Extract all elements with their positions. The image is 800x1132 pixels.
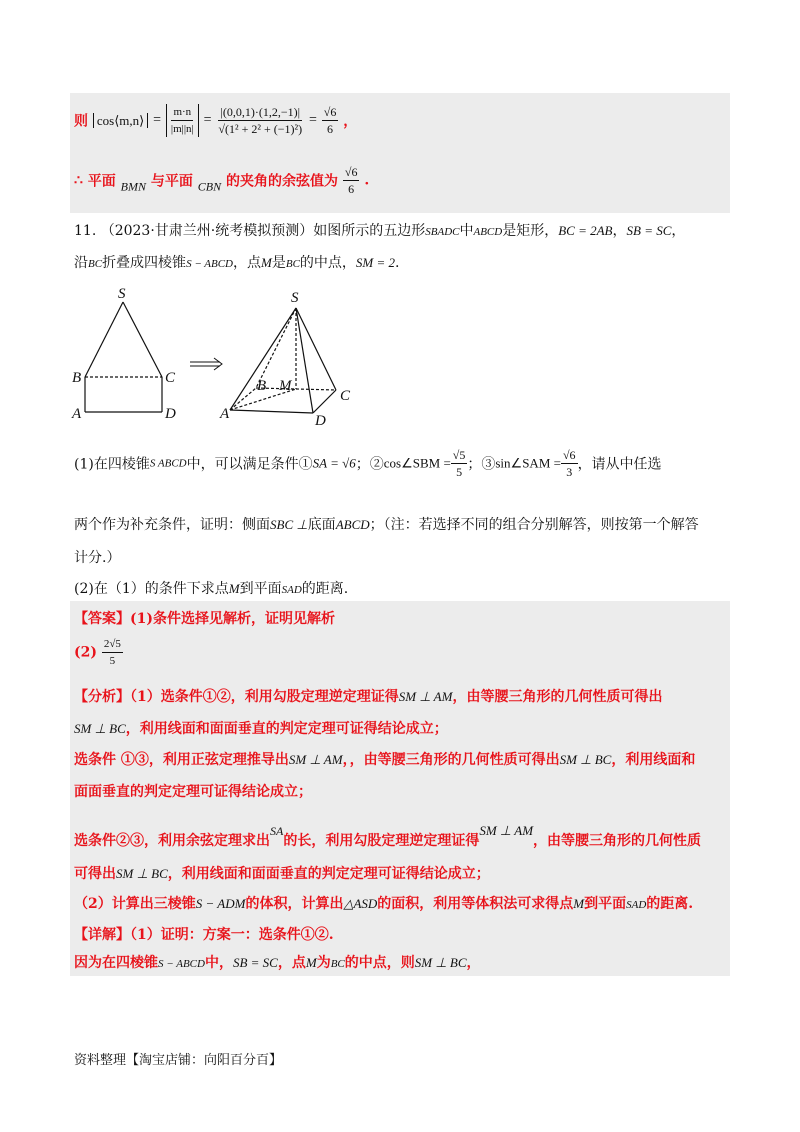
detail-l2-c: ，点 <box>277 955 306 971</box>
detail-l2-f: ， <box>466 955 481 971</box>
pentagon-edge-sc <box>123 302 162 377</box>
analysis-l7-c: 的面积，利用等体积法可求得点 <box>377 896 574 912</box>
formula-comma: ， <box>343 113 358 130</box>
conclusion-t3: 的夹角的余弦值为 <box>225 173 338 190</box>
analysis-l5-a: 选条件②③，利用余弦定理求出 <box>74 833 270 849</box>
q1-cond-3-frac <box>561 447 578 480</box>
analysis-l7-math-3: M <box>573 896 585 911</box>
problem-pentagon: SBADC <box>425 226 460 238</box>
q1-intro: (1)在四棱锥 <box>74 456 150 473</box>
question-2-line <box>74 578 348 598</box>
analysis-line-3 <box>74 749 695 769</box>
analysis-l6-a: 可得出 <box>74 866 116 882</box>
q1-cond-3-text: ；③ <box>467 456 496 473</box>
q2-point-m: M <box>228 581 240 596</box>
analysis-l7-b: 的体积，计算出 <box>245 896 344 912</box>
detail-l2-math-2: SB = SC <box>232 955 278 970</box>
problem-text-zhong: 中 <box>459 223 474 239</box>
analysis-line-4: 面面垂直的判定定理可证得结论成立； <box>74 784 312 800</box>
q1-line3-text: 计分.） <box>74 550 121 566</box>
q2-text-distance: 的距离. <box>301 581 349 597</box>
analysis-l7-a: （2）计算出三棱锥 <box>74 896 196 912</box>
analysis-l3-b: ，，由等腰三角形的几何性质可得出 <box>342 752 560 768</box>
label-right-a: A <box>220 406 230 422</box>
problem-comma-2: ， <box>671 223 686 239</box>
q1-cond-3-den: 3 <box>566 465 573 479</box>
analysis-l3-a: 选条件 ①③，利用正弦定理推导出 <box>74 752 289 768</box>
label-right-c: C <box>340 388 351 404</box>
analysis-l5-b: 的长，利用勾股定理逆定理证得 <box>283 833 480 849</box>
q1-cond-1: SA = √6 <box>312 455 356 471</box>
problem-text-yan: 沿 <box>74 255 88 271</box>
q1-cond-1-text: 中，可以满足条件① <box>186 456 313 473</box>
q1-face-abcd: ABCD <box>335 517 370 532</box>
analysis-l7-e: 的距离. <box>646 896 694 912</box>
problem-text-mid: 的中点， <box>299 255 356 271</box>
analysis-l7-math-2: △ASD <box>343 896 378 911</box>
detail-l2-math-4: BC <box>330 958 345 970</box>
detail-line-2 <box>74 952 481 972</box>
formula-eq3: = <box>308 112 317 128</box>
footer-source: 资料整理【淘宝店铺：向阳百分百】 <box>74 1053 283 1068</box>
problem-rect: ABCD <box>473 226 503 238</box>
analysis-l5-math-2: SM ⊥ AM <box>479 823 534 838</box>
q1-cond-2-den: 5 <box>456 465 463 479</box>
label-left-c: C <box>165 370 176 386</box>
pyramid-edge-sb <box>256 308 296 388</box>
analysis-l2-text: ，利用线面和面面垂直的判定定理可证得结论成立； <box>125 721 448 737</box>
conclusion-t2: 与平面 <box>150 173 193 190</box>
detail-line-1: 【详解】（1）证明：方案一：选条件①②. <box>74 927 334 943</box>
analysis-line-7 <box>74 893 693 913</box>
analysis-l7-math-4: SAD <box>626 899 647 911</box>
formula-result-den: 6 <box>327 122 334 136</box>
conclusion-line <box>74 164 369 197</box>
q1-cond-3-num: √6 <box>562 448 576 462</box>
conclusion-t1: 平面 <box>87 173 116 190</box>
label-left-d: D <box>165 406 176 422</box>
analysis-l7-d: 到平面 <box>584 896 627 912</box>
answer-p2: (2) <box>74 644 97 661</box>
formula-line <box>74 104 357 137</box>
label-left-s: S <box>118 286 126 302</box>
formula-eq2: = <box>203 112 212 128</box>
analysis-l3-c: ，利用线面和 <box>611 752 696 768</box>
analysis-l5-math-1: SA <box>270 824 284 838</box>
analysis-l5-c: ，由等腰三角形的几何性质 <box>533 833 702 849</box>
analysis-l6-math: SM ⊥ BC <box>116 866 168 881</box>
pyramid-figure <box>230 308 336 413</box>
formula-abs-num: m·n <box>171 104 193 121</box>
analysis-l2-math: SM ⊥ BC <box>74 721 126 736</box>
q1-choose-text: ，请从中任选 <box>577 456 662 473</box>
analysis-l1-tail: ，由等腰三角形的几何性质可得出 <box>452 689 663 705</box>
problem-text-shi: 是 <box>271 255 286 271</box>
analysis-l6-b: ，利用线面和面面垂直的判定定理可证得结论成立； <box>167 866 490 882</box>
pyramid-edge-dc <box>313 390 336 413</box>
conclusion-den: 6 <box>348 182 355 196</box>
detail-l2-math-5: SM ⊥ BC <box>414 955 467 970</box>
pyramid-edge-ad <box>230 410 313 413</box>
question-1-line-3 <box>74 547 120 567</box>
formula-main-frac <box>216 104 304 137</box>
pentagon-edge-sb <box>85 302 123 377</box>
analysis-l3-math-2: SM ⊥ BC <box>559 752 612 767</box>
analysis-line-5 <box>74 823 701 850</box>
analysis-l1-text: 【分析】（1）选条件①②，利用勾股定理逆定理证得 <box>74 689 399 705</box>
q1-face-sbc: SBC ⊥ <box>270 517 308 532</box>
conclusion-num: √6 <box>344 165 358 179</box>
problem-line-1 <box>74 220 685 240</box>
problem-eq-sb: SB = SC <box>626 223 672 238</box>
question-1-line-1 <box>74 447 662 480</box>
problem-fold-edge: BC <box>88 258 103 270</box>
analysis-line-2 <box>74 718 448 738</box>
q1-pyramid: S ABCD <box>149 457 187 470</box>
problem-text-fold: 折叠成四棱锥 <box>102 255 187 271</box>
q1-line2-note: ；（注：若选择不同的组合分别解答，则按第一个解答 <box>369 517 699 533</box>
detail-l2-math-1: S − ABCD <box>158 958 205 970</box>
problem-pyramid: S − ABCD <box>186 258 234 270</box>
problem-line-2 <box>74 252 399 272</box>
formula-abs-frac <box>166 104 199 137</box>
label-left-b: B <box>72 370 82 386</box>
q1-cond-2-lhs: cos∠SBM = <box>383 455 451 471</box>
pyramid-edge-sd <box>296 308 313 413</box>
conclusion-frac <box>343 164 360 197</box>
formula-result-num: √6 <box>323 105 337 119</box>
formula-cos: cos⟨m,n⟩ <box>93 113 148 128</box>
label-right-s: S <box>291 290 299 306</box>
q2-intro: (2)在（1）的条件下求点 <box>74 581 229 597</box>
analysis-l7-math-1: S − ADM <box>195 896 246 911</box>
formula-ze: 则 <box>74 113 88 130</box>
q2-text-plane: 到平面 <box>239 581 282 597</box>
formula-main-den: √(1² + 2² + (−1)²) <box>218 122 303 136</box>
problem-text-rect: 是矩形， <box>502 223 559 239</box>
q2-plane-sad: SAD <box>281 584 302 596</box>
pyramid-edge-sa <box>230 308 296 410</box>
conclusion-plane2: CBN <box>197 179 222 194</box>
pentagon-figure <box>85 302 162 412</box>
problem-period: . <box>395 255 400 271</box>
analysis-l3-math-1: SM ⊥ AM <box>288 752 343 767</box>
pyramid-edge-sc <box>296 308 336 390</box>
formula-main-num: |(0,0,1)·(1,2,−1)| <box>220 105 301 119</box>
answer-num: 2√5 <box>102 636 123 653</box>
detail-l2-b: 中， <box>204 955 233 971</box>
formula-abs-den: |m||n| <box>170 123 194 135</box>
answer-part-2 <box>74 636 123 669</box>
detail-l2-e: 的中点，则 <box>344 955 415 971</box>
problem-eq-bc: BC = 2AB <box>558 223 613 238</box>
conclusion-plane1: BMN <box>120 179 147 194</box>
detail-l2-math-3: M <box>305 955 317 970</box>
problem-point-m: M <box>261 255 272 270</box>
detail-l2-a: 因为在四棱锥 <box>74 955 158 971</box>
problem-text-point: ，点 <box>233 255 262 271</box>
detail-l2-d: 为 <box>316 955 331 971</box>
conclusion-end: . <box>364 172 370 189</box>
conclusion-therefore: ∴ <box>74 172 83 189</box>
q1-cond-3-lhs: sin∠SAM = <box>495 455 561 471</box>
label-right-b: B <box>257 378 267 394</box>
label-right-d: D <box>315 413 326 429</box>
formula-eq1: = <box>153 112 161 128</box>
problem-intro: 11. （2023·甘肃兰州·统考模拟预测）如图所示的五边形 <box>74 223 426 239</box>
analysis-line-6 <box>74 863 490 883</box>
analysis-l1-math: SM ⊥ AM <box>398 689 453 704</box>
question-1-line-2 <box>74 514 699 534</box>
fold-arrow-icon <box>190 358 222 370</box>
pyramid-edge-ab <box>230 388 256 410</box>
q1-cond-2-num: √5 <box>452 448 466 462</box>
answer-label: 【答案】(1)条件选择见解析，证明见解析 <box>74 611 335 627</box>
problem-edge-bc: BC <box>285 258 300 270</box>
problem-eq-sm: SM = 2 <box>355 255 396 270</box>
q1-line2-base: 底面 <box>307 517 336 533</box>
label-left-a: A <box>72 406 82 422</box>
answer-frac <box>102 636 123 669</box>
problem-comma-1: ， <box>612 223 627 239</box>
analysis-line-1 <box>74 686 662 706</box>
geometry-figure <box>60 280 380 430</box>
q1-cond-2-text: ；② <box>355 456 384 473</box>
q1-cond-2-frac <box>451 447 468 480</box>
q1-line2-intro: 两个作为补充条件，证明：侧面 <box>74 517 270 533</box>
answer-den: 5 <box>109 655 116 667</box>
label-right-m: M <box>279 378 292 394</box>
formula-result-frac <box>322 104 339 137</box>
